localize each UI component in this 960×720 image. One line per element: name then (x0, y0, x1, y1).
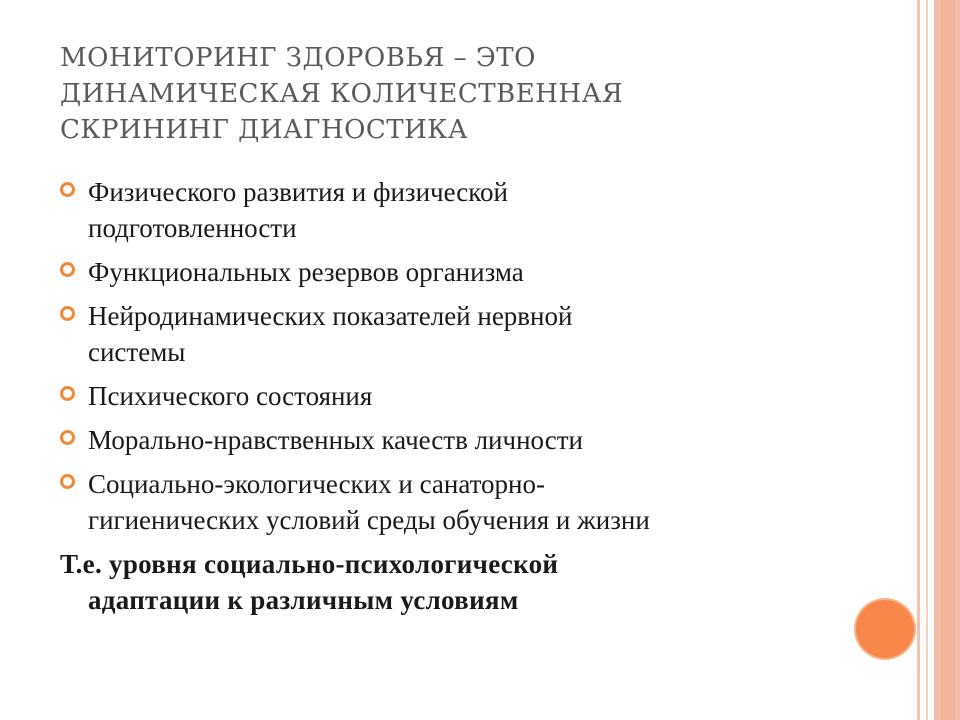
bullet-item-moral-qualities (60, 422, 900, 458)
bullet-ring-icon (60, 306, 75, 321)
slide-content (60, 174, 900, 618)
bullet-text-line: Функциональных резервов организма (88, 257, 524, 287)
bullet-item-functional-reserves (60, 254, 900, 290)
bullet-item-physical-development (60, 174, 900, 246)
decor-stripe-thin-1 (917, 0, 920, 720)
title-line-3: СКРИНИНГ ДИАГНОСТИКА (60, 115, 469, 145)
title-line-2: ДИНАМИЧЕСКАЯ КОЛИЧЕСТВЕННАЯ (60, 79, 624, 109)
bullet-text-line: Физического развития и физической (88, 177, 508, 207)
bullet-item-neurodynamic (60, 298, 900, 370)
slide-title (60, 40, 900, 148)
decor-orange-circle (856, 600, 914, 658)
bullet-text-line: Психического состояния (88, 381, 373, 411)
bullet-ring-icon (60, 430, 75, 445)
bullet-text-line: подготовленности (88, 213, 297, 243)
bullet-item-mental-state (60, 378, 900, 414)
decor-stripe-wide-inner (941, 0, 955, 720)
bullet-item-social-ecological (60, 466, 900, 538)
bullet-text-line: Социально-экологических и санаторно- (88, 469, 545, 499)
bullet-ring-icon (60, 386, 75, 401)
bullet-ring-icon (60, 262, 75, 277)
bullet-text-line: системы (88, 337, 186, 367)
bullet-text-line: Морально-нравственных качеств личности (88, 425, 583, 455)
conclusion-text (60, 546, 900, 618)
bullet-text-line: гигиенических условий среды обучения и жизни (88, 505, 650, 535)
conclusion-line-1: Т.е. уровня социально-психологической (60, 549, 559, 579)
title-line-1: МОНИТОРИНГ ЗДОРОВЬЯ – ЭТО (60, 43, 536, 73)
bullet-ring-icon (60, 182, 75, 197)
decor-stripe-thin-2 (926, 0, 928, 720)
bullet-list (60, 174, 900, 538)
bullet-text-line: Нейродинамических показателей нервной (88, 301, 573, 331)
bullet-ring-icon (60, 474, 75, 489)
conclusion-line-2: адаптации к различным условиям (88, 585, 519, 615)
